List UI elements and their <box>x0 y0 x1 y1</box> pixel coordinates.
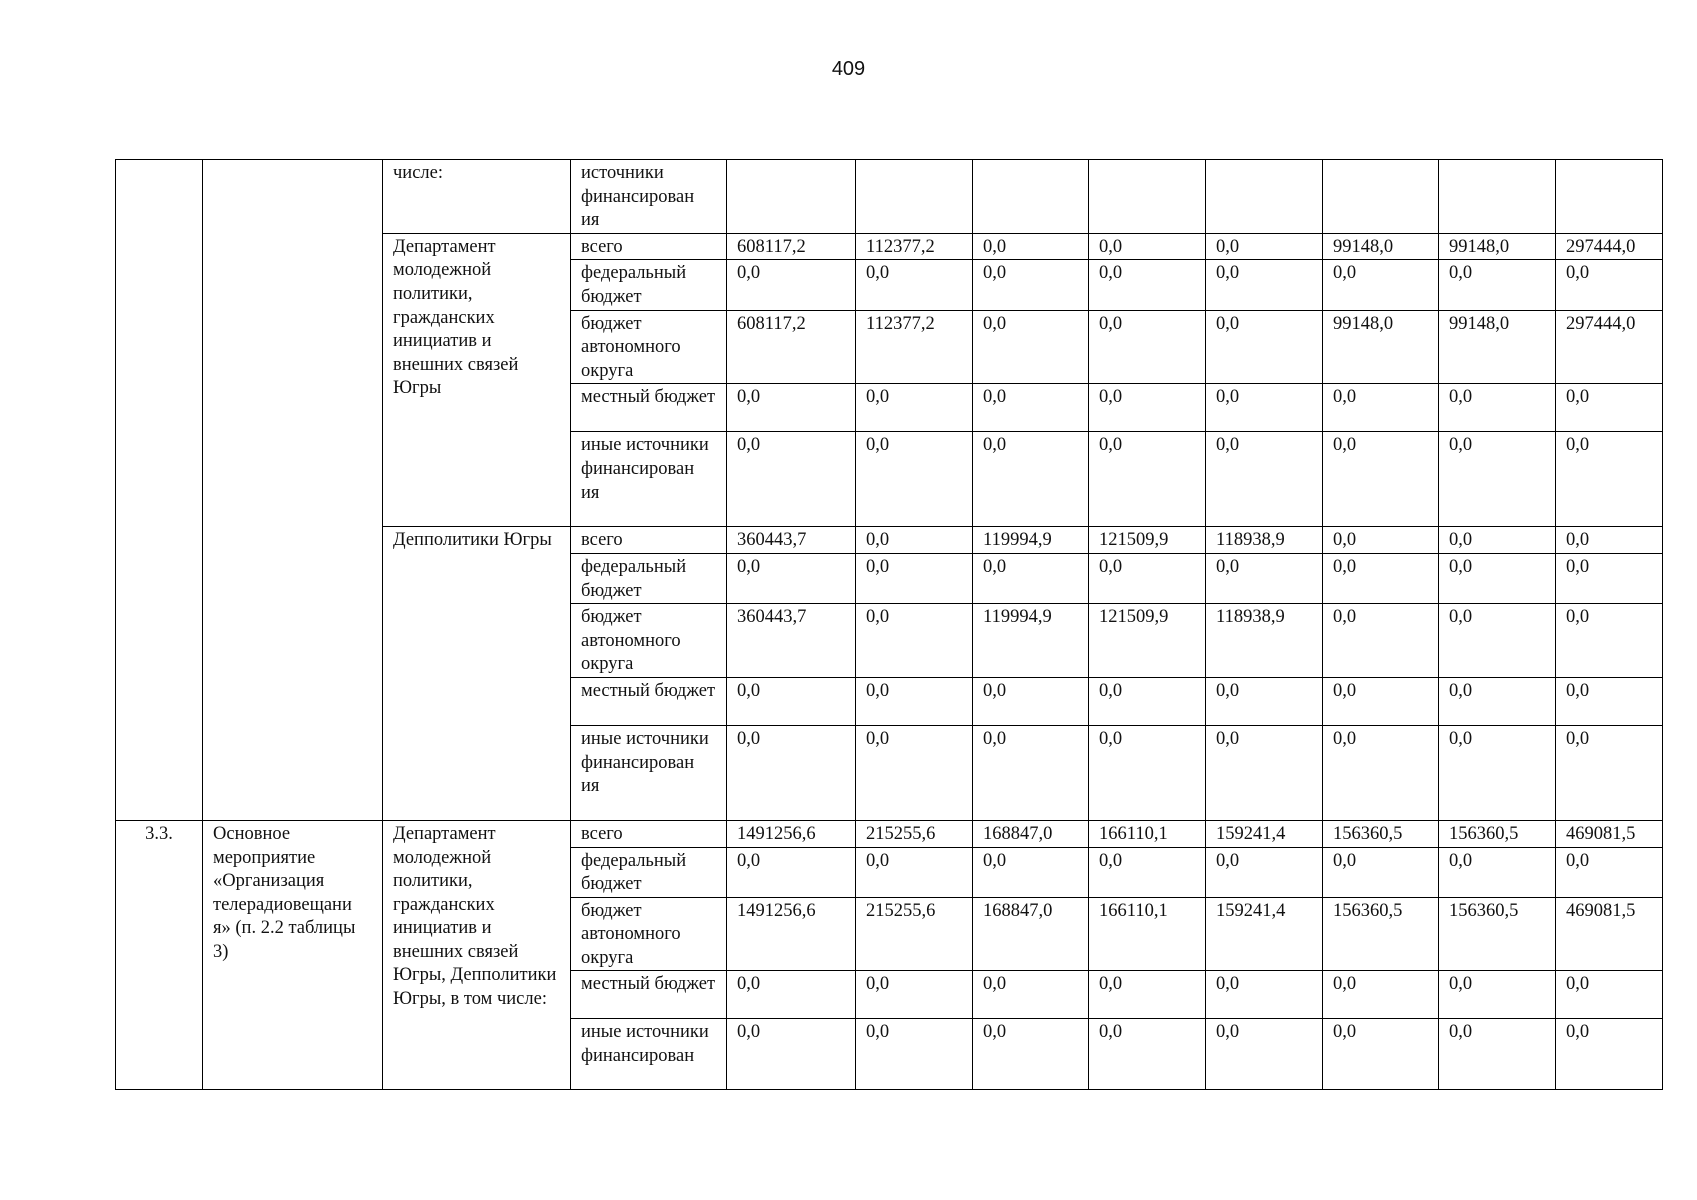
value-cell: 0,0 <box>1439 971 1556 1019</box>
value-cell: 0,0 <box>973 725 1089 820</box>
value-cell: 0,0 <box>1323 553 1439 603</box>
value-cell: 112377,2 <box>856 310 973 384</box>
value-cell: 0,0 <box>1206 384 1323 432</box>
value-cell: 0,0 <box>1439 604 1556 678</box>
value-cell: 0,0 <box>1439 384 1556 432</box>
value-cell: 469081,5 <box>1556 820 1663 847</box>
source-cell: местный бюджет <box>571 971 727 1019</box>
value-cell: 0,0 <box>1556 260 1663 310</box>
value-cell: 99148,0 <box>1439 233 1556 260</box>
value-cell: 0,0 <box>856 384 973 432</box>
value-cell: 0,0 <box>1439 260 1556 310</box>
source-cell: иные источники финансирован ия <box>571 725 727 820</box>
value-cell: 0,0 <box>856 432 973 527</box>
value-cell: 0,0 <box>1089 310 1206 384</box>
value-cell: 0,0 <box>856 847 973 897</box>
source-cell: бюджет автономного округа <box>571 604 727 678</box>
value-cell: 0,0 <box>1323 971 1439 1019</box>
value-cell: 0,0 <box>727 260 856 310</box>
value-cell: 0,0 <box>1089 432 1206 527</box>
value-cell: 0,0 <box>973 260 1089 310</box>
value-cell: 0,0 <box>973 971 1089 1019</box>
value-cell: 121509,9 <box>1089 604 1206 678</box>
value-cell: 0,0 <box>973 233 1089 260</box>
value-cell: 0,0 <box>856 1019 973 1090</box>
value-cell: 0,0 <box>973 847 1089 897</box>
value-cell: 0,0 <box>1439 553 1556 603</box>
value-cell: 0,0 <box>1556 725 1663 820</box>
value-cell: 1491256,6 <box>727 897 856 971</box>
value-cell: 0,0 <box>973 310 1089 384</box>
value-cell: 0,0 <box>856 527 973 554</box>
value-cell: 0,0 <box>1206 432 1323 527</box>
budget-table-body <box>116 160 1663 1090</box>
value-cell: 166110,1 <box>1089 897 1206 971</box>
item-number-cell <box>116 160 203 821</box>
value-cell <box>727 160 856 234</box>
value-cell: 0,0 <box>1323 1019 1439 1090</box>
value-cell: 0,0 <box>1556 553 1663 603</box>
value-cell: 0,0 <box>973 553 1089 603</box>
value-cell: 99148,0 <box>1439 310 1556 384</box>
value-cell <box>1323 160 1439 234</box>
value-cell: 0,0 <box>727 971 856 1019</box>
responsible-cell: числе: <box>383 160 571 234</box>
value-cell: 0,0 <box>1089 971 1206 1019</box>
value-cell: 608117,2 <box>727 310 856 384</box>
value-cell: 0,0 <box>1556 1019 1663 1090</box>
value-cell: 297444,0 <box>1556 310 1663 384</box>
source-cell: иные источники финансирован <box>571 1019 727 1090</box>
responsible-cell: Департамент молодежной политики, гражданских инициатив и внешних связей Югры <box>383 233 571 527</box>
value-cell: 99148,0 <box>1323 310 1439 384</box>
value-cell: 0,0 <box>973 384 1089 432</box>
item-number-cell: 3.3. <box>116 820 203 1090</box>
value-cell: 0,0 <box>1206 847 1323 897</box>
value-cell: 0,0 <box>727 553 856 603</box>
value-cell <box>1556 160 1663 234</box>
table-row <box>116 820 1663 847</box>
value-cell: 0,0 <box>973 432 1089 527</box>
source-cell: всего <box>571 527 727 554</box>
value-cell: 0,0 <box>727 725 856 820</box>
value-cell: 0,0 <box>1323 527 1439 554</box>
value-cell: 0,0 <box>1089 260 1206 310</box>
value-cell: 1491256,6 <box>727 820 856 847</box>
value-cell: 0,0 <box>1323 725 1439 820</box>
value-cell: 0,0 <box>727 847 856 897</box>
value-cell: 0,0 <box>973 1019 1089 1090</box>
value-cell: 118938,9 <box>1206 604 1323 678</box>
value-cell: 0,0 <box>1556 971 1663 1019</box>
source-cell: источники финансирован ия <box>571 160 727 234</box>
value-cell: 360443,7 <box>727 604 856 678</box>
value-cell: 0,0 <box>1323 260 1439 310</box>
source-cell: местный бюджет <box>571 677 727 725</box>
item-name-cell <box>203 160 383 821</box>
value-cell: 156360,5 <box>1323 897 1439 971</box>
value-cell: 0,0 <box>1439 432 1556 527</box>
value-cell: 168847,0 <box>973 897 1089 971</box>
value-cell: 0,0 <box>1323 384 1439 432</box>
value-cell: 0,0 <box>1089 553 1206 603</box>
value-cell: 0,0 <box>1439 527 1556 554</box>
source-cell: бюджет автономного округа <box>571 310 727 384</box>
value-cell: 0,0 <box>727 677 856 725</box>
value-cell: 166110,1 <box>1089 820 1206 847</box>
source-cell: всего <box>571 820 727 847</box>
value-cell: 469081,5 <box>1556 897 1663 971</box>
value-cell: 215255,6 <box>856 897 973 971</box>
value-cell: 0,0 <box>1206 553 1323 603</box>
value-cell: 0,0 <box>727 432 856 527</box>
source-cell: всего <box>571 233 727 260</box>
value-cell: 0,0 <box>1556 527 1663 554</box>
value-cell: 0,0 <box>856 677 973 725</box>
value-cell: 0,0 <box>1439 725 1556 820</box>
value-cell <box>1089 160 1206 234</box>
value-cell: 0,0 <box>1206 1019 1323 1090</box>
value-cell: 0,0 <box>1206 310 1323 384</box>
value-cell <box>973 160 1089 234</box>
value-cell: 159241,4 <box>1206 897 1323 971</box>
value-cell: 0,0 <box>1556 677 1663 725</box>
value-cell: 0,0 <box>1089 1019 1206 1090</box>
value-cell <box>1206 160 1323 234</box>
value-cell: 156360,5 <box>1323 820 1439 847</box>
value-cell: 99148,0 <box>1323 233 1439 260</box>
value-cell: 0,0 <box>856 604 973 678</box>
value-cell: 0,0 <box>1089 233 1206 260</box>
responsible-cell: Департамент молодежной политики, гражданских инициатив и внешних связей Югры, Депполитики Югры, в том числе: <box>383 820 571 1090</box>
value-cell: 215255,6 <box>856 820 973 847</box>
value-cell: 0,0 <box>1089 384 1206 432</box>
value-cell: 0,0 <box>1206 725 1323 820</box>
budget-table <box>115 159 1663 1090</box>
value-cell: 0,0 <box>1089 725 1206 820</box>
value-cell: 156360,5 <box>1439 897 1556 971</box>
value-cell: 0,0 <box>1089 677 1206 725</box>
value-cell: 0,0 <box>1323 847 1439 897</box>
value-cell: 0,0 <box>856 553 973 603</box>
value-cell: 360443,7 <box>727 527 856 554</box>
value-cell: 0,0 <box>1323 677 1439 725</box>
value-cell: 0,0 <box>727 1019 856 1090</box>
value-cell: 0,0 <box>856 260 973 310</box>
value-cell: 118938,9 <box>1206 527 1323 554</box>
value-cell: 168847,0 <box>973 820 1089 847</box>
value-cell: 159241,4 <box>1206 820 1323 847</box>
responsible-cell: Депполитики Югры <box>383 527 571 821</box>
page-number: 409 <box>831 58 866 80</box>
value-cell: 121509,9 <box>1089 527 1206 554</box>
item-name-cell: Основное мероприятие «Организация телерадиовещани я» (п. 2.2 таблицы 3) <box>203 820 383 1090</box>
value-cell: 0,0 <box>1206 971 1323 1019</box>
source-cell: местный бюджет <box>571 384 727 432</box>
source-cell: бюджет автономного округа <box>571 897 727 971</box>
value-cell: 0,0 <box>1556 847 1663 897</box>
value-cell: 297444,0 <box>1556 233 1663 260</box>
value-cell: 0,0 <box>1556 384 1663 432</box>
value-cell <box>1439 160 1556 234</box>
source-cell: федеральный бюджет <box>571 553 727 603</box>
value-cell: 0,0 <box>1206 260 1323 310</box>
value-cell: 0,0 <box>1089 847 1206 897</box>
value-cell: 0,0 <box>1439 847 1556 897</box>
value-cell: 0,0 <box>1439 1019 1556 1090</box>
value-cell: 0,0 <box>1439 677 1556 725</box>
source-cell: федеральный бюджет <box>571 260 727 310</box>
value-cell: 112377,2 <box>856 233 973 260</box>
value-cell: 156360,5 <box>1439 820 1556 847</box>
value-cell: 0,0 <box>1206 677 1323 725</box>
value-cell: 0,0 <box>856 971 973 1019</box>
value-cell: 0,0 <box>1556 604 1663 678</box>
value-cell: 0,0 <box>1556 432 1663 527</box>
value-cell: 608117,2 <box>727 233 856 260</box>
value-cell: 0,0 <box>1323 432 1439 527</box>
value-cell: 0,0 <box>973 677 1089 725</box>
source-cell: иные источники финансирован ия <box>571 432 727 527</box>
value-cell: 0,0 <box>1323 604 1439 678</box>
value-cell: 0,0 <box>1206 233 1323 260</box>
table-row <box>116 160 1663 234</box>
value-cell: 0,0 <box>856 725 973 820</box>
value-cell: 119994,9 <box>973 604 1089 678</box>
value-cell <box>856 160 973 234</box>
value-cell: 119994,9 <box>973 527 1089 554</box>
value-cell: 0,0 <box>727 384 856 432</box>
source-cell: федеральный бюджет <box>571 847 727 897</box>
